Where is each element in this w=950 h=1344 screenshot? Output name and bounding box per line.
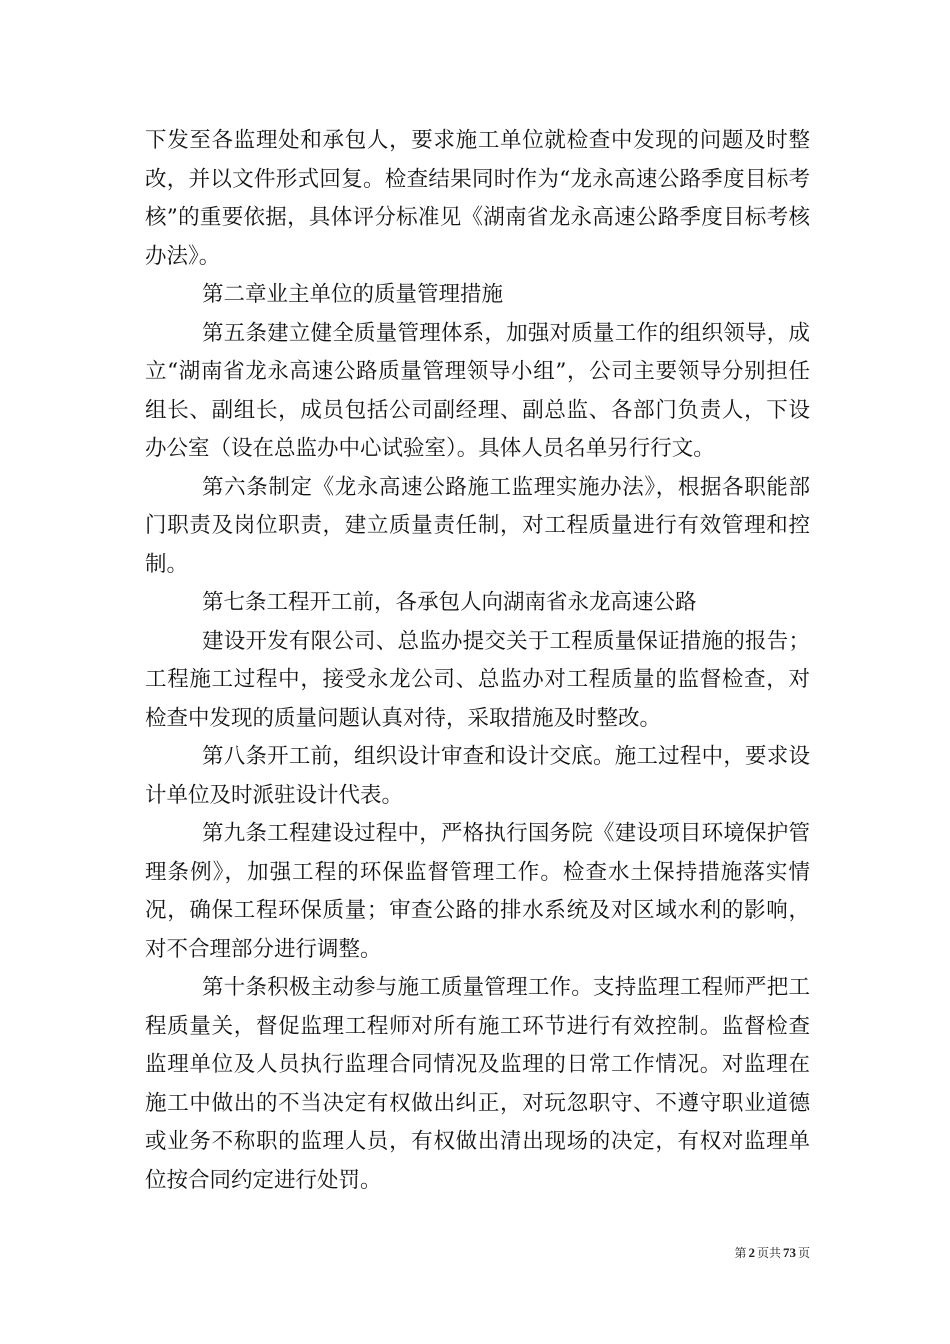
paragraph: 第五条建立健全质量管理体系，加强对质量工作的组织领导，成立“湖南省龙永高速公路质量管理领导小组”，公司主要领导分别担任组长、副组长，成员包括公司副经理、副总监、各部门负责人，下设办公室（设在总监办中心试验室）。具体人员名单另行行文。 bbox=[145, 320, 810, 461]
chapter-heading: 第二章业主单位的质量管理措施 bbox=[202, 282, 504, 307]
footer-middle: 页共 bbox=[756, 1246, 781, 1260]
paragraph: 第九条工程建设过程中，严格执行国务院《建设项目环境保护管理条例》，加强工程的环保监督管理工作。检查水土保持措施落实情况，确保工程环保质量；审查公路的排水系统及对区域水利的影响，对不合理部分进行调整。 bbox=[145, 821, 810, 962]
paragraph: 第八条开工前，组织设计审查和设计交底。施工过程中，要求设计单位及时派驻设计代表。 bbox=[145, 744, 810, 808]
footer-prefix: 第 bbox=[734, 1246, 747, 1260]
paragraph: 第六条制定《龙永高速公路施工监理实施办法》，根据各职能部门职责及岗位职责，建立质量责任制，对工程质量进行有效管理和控制。 bbox=[145, 474, 810, 577]
paragraph: 建设开发有限公司、总监办提交关于工程质量保证措施的报告；工程施工过程中，接受永龙公司、总监办对工程质量的监督检查，对检查中发现的质量问题认真对待，采取措施及时整改。 bbox=[145, 628, 810, 731]
document-body bbox=[145, 122, 810, 1200]
paragraph: 第七条工程开工前，各承包人向湖南省永龙高速公路 bbox=[202, 590, 697, 615]
total-pages-number: 73 bbox=[782, 1245, 796, 1260]
footer-suffix: 页 bbox=[797, 1246, 810, 1260]
paragraph: 下发至各监理处和承包人，要求施工单位就检查中发现的问题及时整改，并以文件形式回复。检查结果同时作为“龙永高速公路季度目标考核”的重要依据，具体评分标准见《湖南省龙永高速公路季度目标考核办法》。 bbox=[145, 128, 810, 269]
current-page-number: 2 bbox=[748, 1245, 755, 1260]
page-footer bbox=[660, 1245, 810, 1261]
paragraph: 第十条积极主动参与施工质量管理工作。支持监理工程师严把工程质量关，督促监理工程师对所有施工环节进行有效控制。监督检查监理单位及人员执行监理合同情况及监理的日常工作情况。对监理在施工中做出的不当决定有权做出纠正，对玩忽职守、不遵守职业道德或业务不称职的监理人员，有权做出清出现场的决定，有权对监理单位按合同约定进行处罚。 bbox=[145, 975, 810, 1193]
